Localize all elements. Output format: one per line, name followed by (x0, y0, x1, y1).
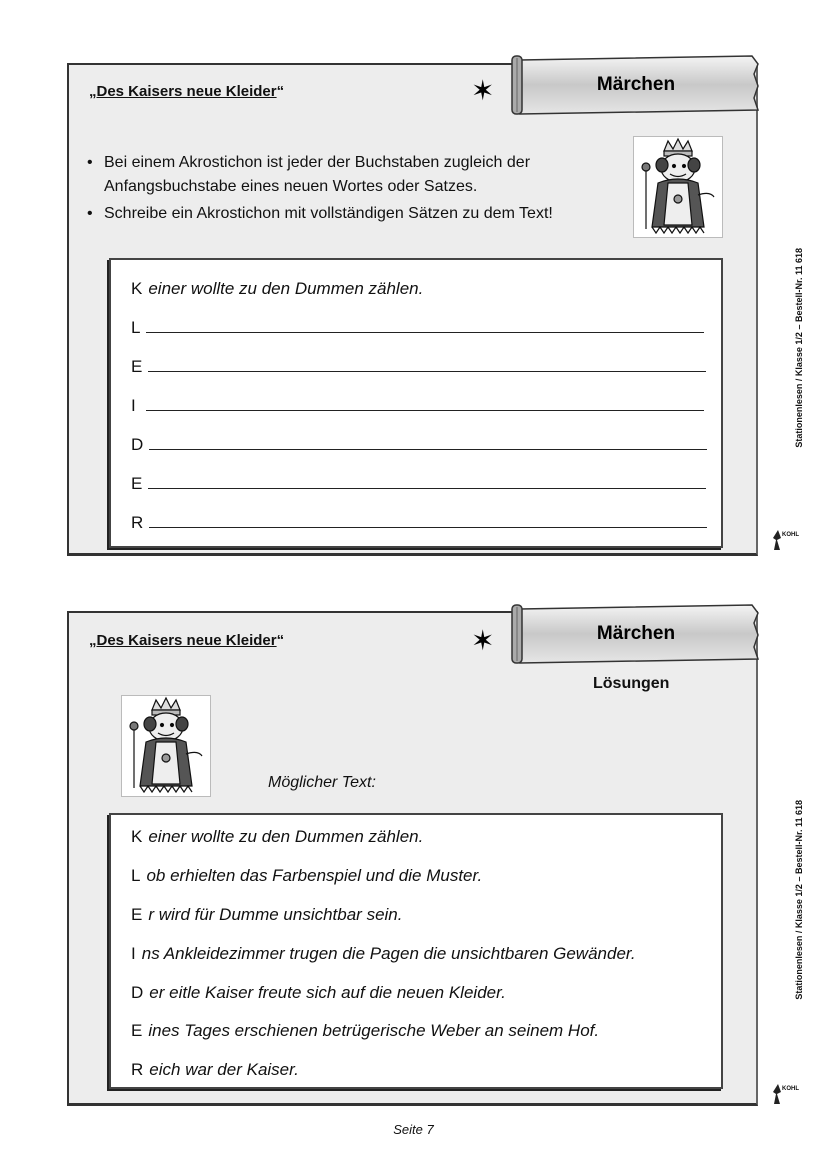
star-icon: ✶ (471, 624, 495, 657)
star-icon: ✶ (471, 74, 495, 107)
banner-title: Märchen (596, 623, 676, 644)
order-number-sidebar: Stationenlesen / Klasse 1/2 – Bestell-Nr. 11 618 (794, 248, 804, 448)
acrostic-line[interactable]: E (131, 472, 706, 496)
worksheet-card (67, 63, 758, 556)
possible-text-label: Möglicher Text: (268, 774, 376, 791)
solution-line: E r wird für Dumme unsichtbar sein. (131, 905, 403, 924)
order-number-sidebar: Stationenlesen / Klasse 1/2 – Bestell-Nr. 11 618 (794, 800, 804, 1000)
acrostic-line[interactable]: E (131, 355, 706, 379)
card-title: „Des Kaisers neue Kleider“ (89, 83, 285, 100)
acrostic-line[interactable]: L (131, 316, 704, 340)
publisher-logo: KOHL (771, 1082, 805, 1108)
page-number: Seite 7 (393, 1122, 434, 1137)
category-banner (510, 54, 762, 116)
king-illustration (121, 695, 211, 797)
banner-title: Märchen (596, 74, 676, 95)
solution-card (67, 611, 758, 1106)
acrostic-line[interactable]: I (131, 394, 704, 418)
solution-line: D er eitle Kaiser freute sich auf die neuen Kleider. (131, 983, 506, 1002)
acrostic-writing-box (109, 258, 723, 548)
instruction-item: • Schreibe ein Akrostichon mit vollständigen Sätzen zu dem Text! (87, 202, 604, 226)
instruction-list (87, 151, 604, 229)
solution-line: I ns Ankleidezimmer trugen die Pagen die unsichtbaren Gewänder. (131, 944, 636, 963)
solution-line: K einer wollte zu den Dummen zählen. (131, 827, 424, 846)
card-title: „Des Kaisers neue Kleider“ (89, 632, 285, 649)
king-illustration (633, 136, 723, 238)
acrostic-line[interactable]: R (131, 511, 707, 535)
publisher-logo: KOHL (771, 528, 805, 554)
solution-line: R eich war der Kaiser. (131, 1060, 299, 1079)
acrostic-line[interactable]: D (131, 433, 707, 457)
acrostic-line: K einer wollte zu den Dummen zählen. (131, 279, 424, 298)
solutions-label: Lösungen (593, 675, 670, 692)
solution-line: L ob erhielten das Farbenspiel und die Muster. (131, 866, 483, 885)
solution-text-box (109, 813, 723, 1089)
solution-line: E ines Tages erschienen betrügerische Weber an seinem Hof. (131, 1021, 600, 1040)
instruction-item: • Bei einem Akrostichon ist jeder der Buchstaben zugleich der Anfangsbuchstabe eines neuen Wortes oder Satzes. (87, 151, 604, 199)
category-banner (510, 603, 762, 665)
